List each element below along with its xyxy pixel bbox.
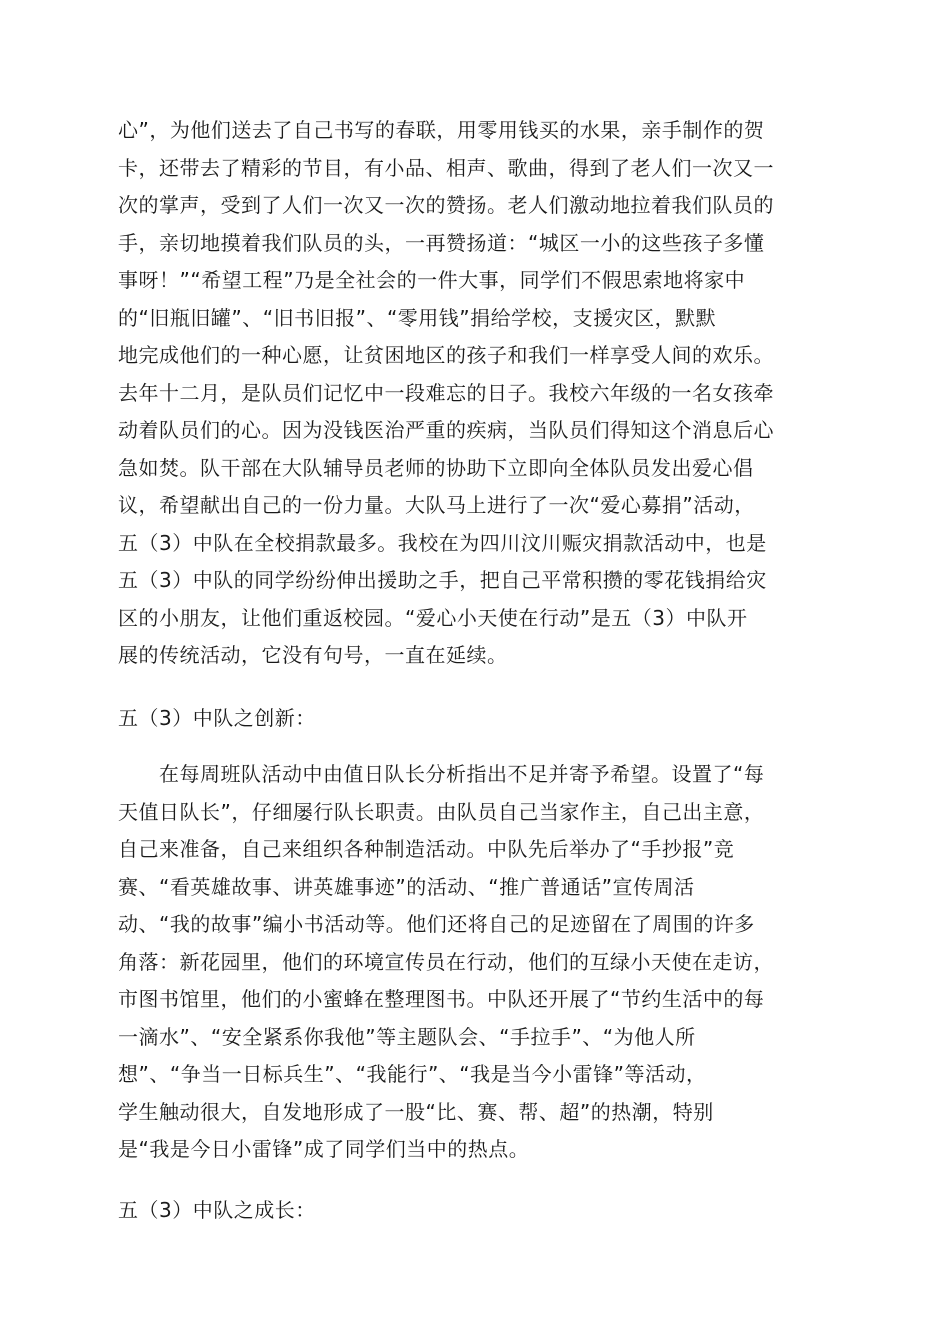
text-line: 心”，为他们送去了自己书写的春联，用零用钱买的水果，亲手制作的贺 (118, 118, 765, 142)
paragraph-innovation (118, 756, 838, 1169)
section-heading-growth (118, 1192, 838, 1230)
text-line: 卡，还带去了精彩的节目，有小品、相声、歌曲，得到了老人们一次又一 (118, 155, 774, 180)
text-line: 市图书馆里，他们的小蜜蜂在整理图书。中队还开展了“节约生活中的每 (118, 987, 765, 1011)
text-line: 事呀！”“希望工程”乃是全社会的一件大事，同学们不假思索地将家中 (118, 268, 746, 292)
text-line: 学生触动很大，自发地形成了一股“比、赛、帮、超”的热潮，特别 (118, 1099, 714, 1124)
text-line: 角落：新花园里，他们的环境宣传员在行动，他们的互绿小天使在走访， (118, 949, 774, 974)
text-line: 动着队员们的心。因为没钱医治严重的疾病，当队员们得知这个消息后心 (118, 418, 774, 442)
text-line: 的“旧瓶旧罐”、“旧书旧报”、“零用钱”捐给学校，支援灾区，默默 (118, 305, 717, 330)
text-line: 手，亲切地摸着我们队员的头，一再赞扬道：“城区一小的这些孩子多懂 (118, 230, 765, 255)
text-line: 次的掌声，受到了人们一次又一次的赞扬。老人们激动地拉着我们队员的 (118, 193, 774, 217)
text-line: 想”、“争当一日标兵生”、“我能行”、“我是当今小雷锋”等活动， (118, 1062, 707, 1086)
text-line: 一滴水”、“安全紧系你我他”等主题队会、“手拉手”、“为他人所 (118, 1024, 696, 1049)
heading-text: 五（3）中队之创新： (118, 706, 316, 730)
text-line: 急如焚。队干部在大队辅导员老师的协助下立即向全体队员发出爱心倡 (118, 455, 754, 480)
text-line: 是“我是今日小雷锋”成了同学们当中的热点。 (118, 1137, 530, 1161)
heading-text: 五（3）中队之成长： (118, 1198, 316, 1222)
text-line: 动、“我的故事”编小书活动等。他们还将自己的足迹留在了周围的许多 (118, 912, 755, 936)
text-line: 区的小朋友，让他们重返校园。“爱心小天使在行动”是五（3）中队开 (118, 605, 748, 630)
text-line: 去年十二月，是队员们记忆中一段难忘的日子。我校六年级的一名女孩牵 (118, 380, 774, 405)
text-line: 议，希望献出自己的一份力量。大队马上进行了一次“爱心募捐”活动， (118, 493, 755, 517)
section-heading-innovation (118, 700, 838, 738)
text-line: 五（3）中队的同学纷纷伸出援助之手，把自己平常积攒的零花钱捐给灾 (118, 568, 767, 592)
paragraph-love-activities (118, 112, 838, 675)
text-line: 赛、“看英雄故事、讲英雄事迹”的活动、“推广普通话”宣传周活 (118, 874, 695, 899)
text-line: 天值日队长”，仔细屡行队长职责。由队员自己当家作主，自己出主意， (118, 799, 765, 824)
text-line: 自己来准备，自己来组织各种制造活动。中队先后举办了“手抄报”竞 (118, 837, 735, 861)
text-line: 在每周班队活动中由值日队长分析指出不足并寄予希望。设置了“每 (118, 762, 765, 786)
text-line: 地完成他们的一种心愿，让贫困地区的孩子和我们一样享受人间的欢乐。 (118, 343, 774, 367)
text-line: 展的传统活动，它没有句号，一直在延续。 (118, 643, 508, 667)
text-line: 五（3）中队在全校捐款最多。我校在为四川汶川赈灾捐款活动中，也是 (118, 530, 767, 555)
